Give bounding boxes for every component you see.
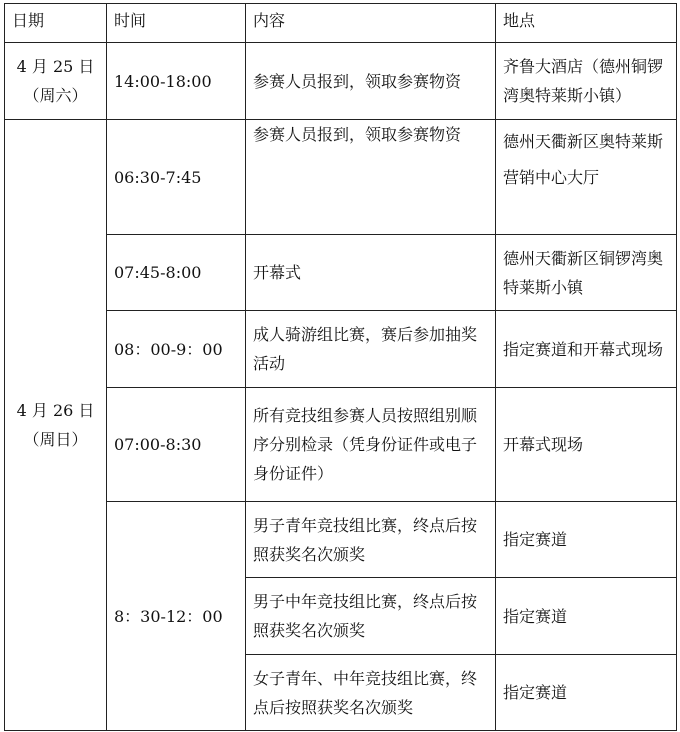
location-cell: 指定赛道	[496, 502, 677, 578]
location-cell: 德州天衢新区奥特莱斯营销中心大厅	[496, 120, 677, 235]
time-cell: 14:00-18:00	[107, 43, 246, 120]
header-date: 日期	[5, 4, 107, 43]
header-time: 时间	[107, 4, 246, 43]
time-cell: 06:30-7:45	[107, 120, 246, 235]
content-cell: 女子青年、中年竞技组比赛，终点后按照获奖名次颁奖	[246, 655, 496, 731]
date-cell-day2	[5, 120, 107, 731]
weekday-text: （周日）	[23, 430, 88, 449]
time-cell: 07:00-8:30	[107, 388, 246, 502]
content-cell: 所有竞技组参赛人员按照组别顺序分别检录（凭身份证件或电子身份证件）	[246, 388, 496, 502]
event-schedule-table	[4, 3, 677, 731]
location-cell: 指定赛道	[496, 578, 677, 655]
date-text: 4 月 26 日	[16, 401, 95, 420]
table-row	[5, 43, 677, 120]
location-cell: 开幕式现场	[496, 388, 677, 502]
content-cell: 开幕式	[246, 235, 496, 311]
location-cell: 德州天衢新区铜锣湾奥特莱斯小镇	[496, 235, 677, 311]
location-cell: 指定赛道和开幕式现场	[496, 311, 677, 388]
header-content: 内容	[246, 4, 496, 43]
content-cell: 男子青年竞技组比赛，终点后按照获奖名次颁奖	[246, 502, 496, 578]
location-cell: 齐鲁大酒店（德州铜锣湾奥特莱斯小镇）	[496, 43, 677, 120]
time-cell: 07:45-8:00	[107, 235, 246, 311]
content-cell: 成人骑游组比赛，赛后参加抽奖活动	[246, 311, 496, 388]
content-cell: 参赛人员报到，领取参赛物资	[246, 120, 496, 235]
schedule-document	[4, 3, 677, 731]
time-cell: 08：00-9：00	[107, 311, 246, 388]
time-cell: 8：30-12：00	[107, 502, 246, 731]
table-row	[5, 120, 677, 235]
table-header-row	[5, 4, 677, 43]
location-cell: 指定赛道	[496, 655, 677, 731]
date-cell-day1	[5, 43, 107, 120]
weekday-text: （周六）	[23, 86, 88, 105]
date-text: 4 月 25 日	[16, 57, 95, 76]
content-cell: 参赛人员报到，领取参赛物资	[246, 43, 496, 120]
header-location: 地点	[496, 4, 677, 43]
content-cell: 男子中年竞技组比赛，终点后按照获奖名次颁奖	[246, 578, 496, 655]
